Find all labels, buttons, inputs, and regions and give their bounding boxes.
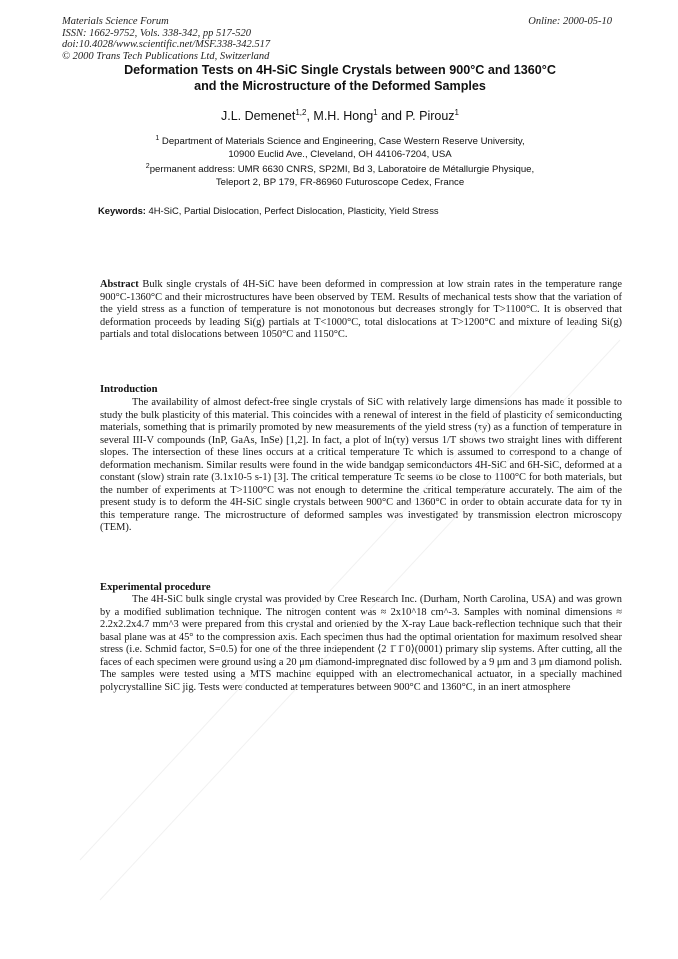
- copyright-line: © 2000 Trans Tech Publications Ltd, Switzerland: [62, 50, 270, 62]
- author-list: [60, 105, 620, 124]
- title-line-2: and the Microstructure of the Deformed Samples: [194, 78, 486, 93]
- author-affil-mark: 1,2: [295, 108, 307, 117]
- author-name: P. Pirouz: [405, 109, 455, 124]
- author-name: J.L. Demenet: [221, 109, 296, 124]
- keywords-label: Keywords:: [98, 205, 146, 216]
- abstract-text: Bulk single crystals of 4H-SiC have been deformed in compression at low strain rates in the temperature range 900°C-1360°C and their microstructures have been observed by TEM. Results of mechanical tests show that the variation of the yield stress as a function of temperature is not monotonous but decreases strongly for T>1100°C. It is observed that deformation proceeds by leading Si(g) partials at T<1000°C, total dislocations at T>1200°C and mixture of leading Si(g) partials and total dislocations between 1050°C and 1150°C.: [100, 279, 622, 341]
- affiliation-mark: 2: [145, 163, 150, 170]
- affiliation-2: [70, 161, 610, 189]
- journal-header: [62, 16, 482, 62]
- author-affil-mark: 1: [454, 108, 459, 117]
- experimental-paragraph: The 4H-SiC bulk single crystal was provided by Cree Research Inc. (Durham, North Carolina, USA) and was grown by a modified sublimation technique. The nitrogen content was ≈ 2x10^18 cm^-3. Samples with nominal dimensions ≈ 2.2x2.2x4.7 mm^3 were prepared from this crystal and oriented by the X-ray Laue back-reflection technique such that their basal plane was at 45° to the compression axis. Each specimen thus had the optimal orientation for maximum resolved shear stress (i.e. Schmid factor, S=0.5) for one of the three independent ⟨2 1̄ 1̄ 0⟩(0001) primary slip systems. After cutting, all the faces of each specimen were ground using a 20 μm diamond-impregnated disc followed by a 9 μm and 3 μm diamond polish. The samples were tested using a MTS machine equipped with an electromechanical actuator, in a specially machined polycrystalline SiC jig. Tests were conducted at temperatures between 900°C and 1360°C, in an inert atmosphere: [100, 594, 622, 693]
- affiliation-text: 10900 Euclid Ave., Cleveland, OH 44106-7204, USA: [228, 148, 452, 160]
- online-date: Online: 2000-05-10: [528, 16, 612, 27]
- author-separator: ,: [306, 109, 314, 124]
- author-name: M.H. Hong: [313, 109, 374, 124]
- journal-name: Materials Science Forum: [62, 16, 169, 27]
- introduction-heading: Introduction: [100, 384, 158, 395]
- paper-title: [60, 63, 620, 94]
- author-affil-mark: 1: [373, 108, 378, 117]
- affiliation-text: Department of Materials Science and Engineering, Case Western Reserve University,: [161, 136, 525, 148]
- doi-line: doi:10.4028/www.scientific.net/MSF.338-342.517: [62, 39, 271, 50]
- issn-line: ISSN: 1662-9752, Vols. 338-342, pp 517-520: [62, 27, 251, 39]
- affiliation-text: permanent address: UMR 6630 CNRS, SP2MI, Bd 3, Laboratoire de Métallurgie Physique,: [149, 164, 535, 176]
- title-line-1: Deformation Tests on 4H-SiC Single Crystals between 900°C and 1360°C: [124, 63, 556, 77]
- keywords-text: 4H-SiC, Partial Dislocation, Perfect Dislocation, Plasticity, Yield Stress: [145, 205, 439, 216]
- abstract-paragraph: [100, 279, 622, 342]
- abstract-label: Abstract: [100, 279, 139, 290]
- author-separator: and: [377, 109, 406, 124]
- introduction-paragraph: The availability of almost defect-free single crystals of SiC with relatively large dimensions has made it possible to study the bulk plasticity of this material. This coincides with a renewal of interest in the field of plasticity of semiconducting materials, something that is primarily promoted by new measurements of the yield stress (τy) as a function of temperature in several III-V compounds (InP, GaAs, InSe) [1,2]. In fact, a plot of ln(τy) versus 1/T shows two straight lines with different slopes. The intersection of these lines occurs at a critical temperature Tc which is assumed to correspond to a change of deformation mechanism. Similar results were found in the wide bandgap semiconductors 4H-SiC and 6H-SiC, deformed at a constant (slow) strain rate (3.1x10-5 s-1) [3]. The critical temperature Tc seems to be close to 1100°C for both materials, but the number of experiments at T>1100°C was not enough to determine the critical temperature accurately. The aim of the present study is to deform the 4H-SiC single crystals between 900°C and 1360°C in order to obtain accurate data for τy in this temperature range. The microstructure of deformed samples was investigated by transmission electron microscopy (TEM).: [100, 397, 622, 534]
- experimental-heading: Experimental procedure: [100, 582, 211, 593]
- affiliation-text: Teleport 2, BP 179, FR-86960 Futuroscope Cedex, France: [215, 176, 465, 188]
- keywords-line: [98, 205, 618, 217]
- affiliation-mark: 1: [155, 135, 160, 142]
- affiliation-1: [70, 133, 610, 161]
